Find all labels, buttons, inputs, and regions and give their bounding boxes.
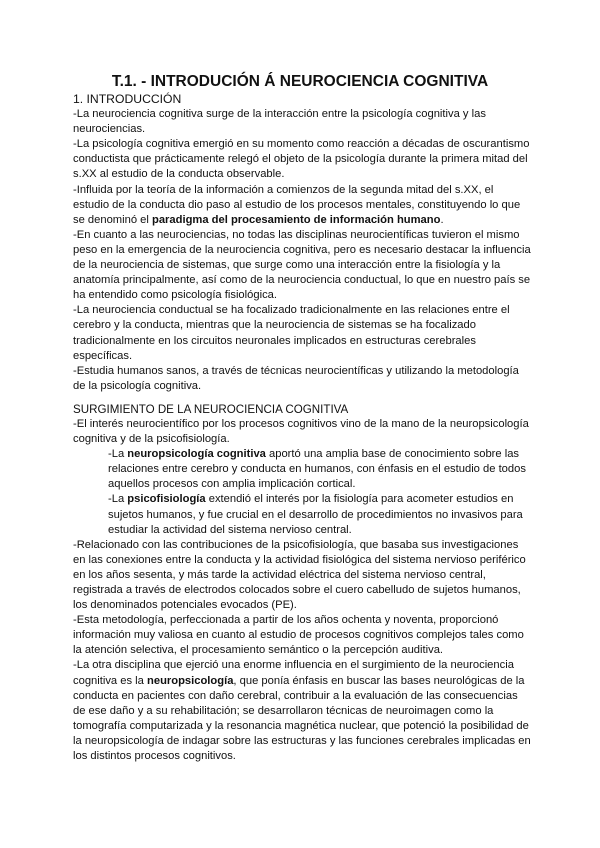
paragraph (73, 183, 531, 228)
paragraph-text: aportó una amplia base de conocimiento sobre las relaciones entre cerebro y conducta en humanos, con énfasis en el estudio de todos aquellos procesos con amplia implicación cortical. (108, 448, 526, 491)
bold-term: neuropsicología cognitiva (127, 448, 266, 461)
section-heading-introduccion: 1. INTRODUCCIÓN (73, 92, 182, 106)
paragraph: -La psicología cognitiva emergió en su momento como reacción a décadas de oscurantismo conductista que prácticamente relegó el objeto de la psicología durante la primera mitad del s.XX al estudio de la conducta observable. (73, 138, 530, 181)
paragraph: -La neurociencia conductual se ha focalizado tradicionalmente en las relaciones entre el cerebro y la conducta, mientras que la neurociencia de sistemas se ha focalizado tradicionalmente en los circuitos neuronales implicados en estructuras cerebrales específicas. (73, 304, 510, 362)
indented-paragraph (73, 447, 531, 492)
paragraph-text: -La (108, 448, 128, 461)
paragraph-text: , que ponía énfasis en buscar las bases neurológicas de la conducta en pacientes con daño cerebral, contribuir a la evaluación de las consecuencias de ese daño y a su rehabilitación; se desarrollaron técnicas de neuroimagen como la tomografía computarizada y la resonancia magnética nuclear, que potenció la posibilidad de la neuropsicología de indagar sobre las estructuras y las funciones cerebrales implicadas en los distintos procesos cognitivos. (73, 674, 531, 763)
paragraph-text: extendió el interés por la fisiología para acometer estudios en sujetos humanos, y fue crucial en el desarrollo de procedimientos no invasivos para estudiar la actividad del sistema nervioso central. (108, 493, 523, 536)
indented-paragraph (73, 492, 531, 537)
document-body (73, 92, 531, 764)
paragraph (73, 658, 531, 764)
paragraph: -En cuanto a las neurociencias, no todas las disciplinas neurocientíficas tuvieron el mismo peso en la emergencia de la neurociencia cognitiva, pero es necesario destacar la influencia de la neurociencia de sistemas, que surge como una interacción entre la fisiología y la anatomía principalmente, así como de la neurociencia conductual, lo que en nuestro país se ha entendido como psicología fisiológica. (73, 228, 531, 302)
section-heading-surgimiento: SURGIMIENTO DE LA NEUROCIENCIA COGNITIVA (73, 402, 349, 416)
paragraph-text: . (440, 213, 444, 226)
paragraph: -Esta metodología, perfeccionada a partir de los años ochenta y noventa, proporcionó información muy valiosa en cuanto al estudio de procesos cognitivos complejos tales como la atención selectiva, el procesamiento semántico o la percepción auditiva. (73, 614, 524, 657)
bold-term: psicofisiología (127, 493, 206, 506)
bold-term: paradigma del procesamiento de información humano (152, 213, 441, 226)
paragraph: -El interés neurocientífico por los procesos cognitivos vino de la mano de la neuropsicología cognitiva y de la psicofisiología. (73, 417, 529, 446)
paragraph: -Relacionado con las contribuciones de la psicofisiología, que basaba sus investigaciones en las conexiones entre la conducta y la actividad fisiológica del sistema nervioso periférico en los años sesenta, y más tarde la actividad eléctrica del sistema nervioso central, registrada a través de electrodos colocados sobre el cuero cabelludo de sujetos humanos, los denominados potenciales evocados (PE). (73, 538, 526, 612)
bold-term: neuropsicología (147, 674, 234, 687)
document-title: T.1. - INTRODUCIÓN Á NEUROCIENCIA COGNITIVA (111, 73, 489, 90)
paragraph-text: -La otra disciplina que ejerció una enorme influencia en el surgimiento de la neurociencia cognitiva es la (73, 659, 514, 687)
paragraph-text: -Influida por la teoría de la información a comienzos de la segunda mitad del s.XX, el estudio de la conducta dio paso al estudio de los procesos mentales, constituyendo lo que se denominó el (73, 183, 521, 226)
paragraph: -La neurociencia cognitiva surge de la interacción entre la psicología cognitiva y las neurociencias. (73, 108, 486, 136)
paragraph: -Estudia humanos sanos, a través de técnicas neurocientíficas y utilizando la metodología de la psicología cognitiva. (73, 364, 519, 392)
paragraph-text: -La (108, 493, 128, 506)
